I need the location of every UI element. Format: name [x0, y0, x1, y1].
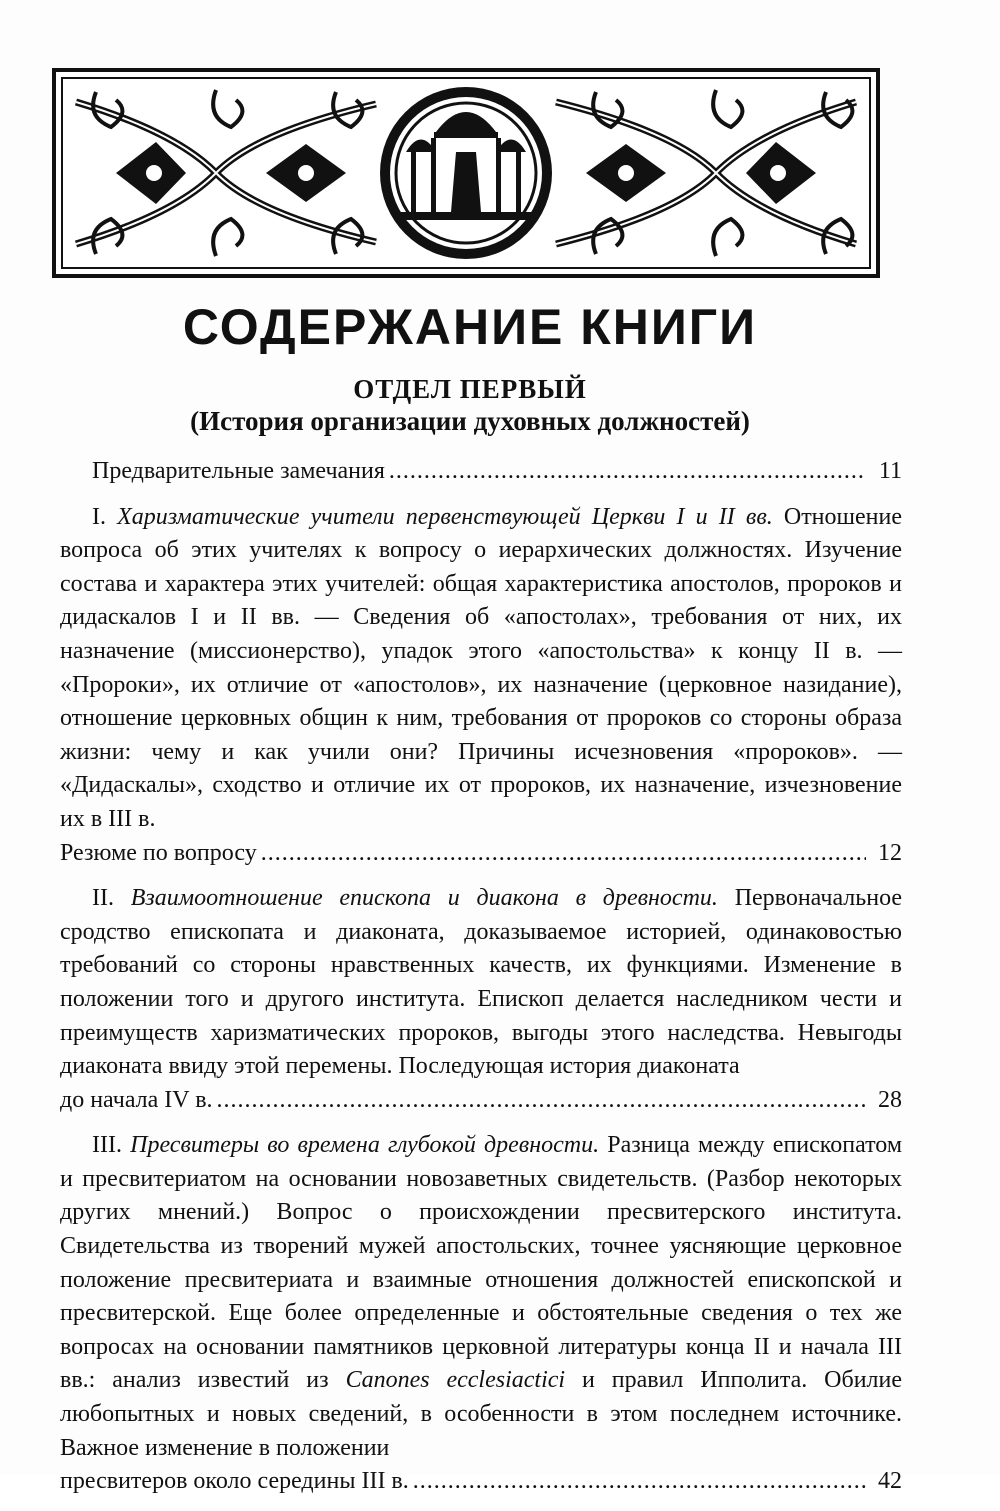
toc-page-number: 12: [878, 839, 902, 866]
leader-dots: [261, 837, 866, 871]
leader-dots: [413, 1465, 866, 1499]
toc-entry-title: Взаимоотношение епископа и диакона в древности.: [130, 885, 718, 912]
leader-dots: [217, 1084, 866, 1118]
toc-entry-body-cont: и правил Ипполита. Обилие любопытных и новых сведений, в особенности в этом последнем источнике. Важное изменение в положении: [60, 1367, 903, 1461]
toc-entry-tail: Резюме по вопросу: [60, 839, 257, 866]
toc-entry-1[interactable]: [60, 501, 902, 871]
toc-entry-prelim[interactable]: [60, 455, 902, 489]
toc-entry-tail: до начала IV в.: [60, 1086, 213, 1113]
section-subheading: (История организации духовных должностей): [190, 406, 750, 436]
toc-entry-latin: Canones ecclesiactici: [345, 1367, 566, 1394]
toc-entry-body: Первоначальное сродство епископата и диаконата, доказываемое историей, одинаковостью требований со стороны нравственных качеств, их функциями. Изменение в положении того и другого института. Епископ делается наследником чести и преимуществ харизматических пророков, выгоды этого наследства. Невыгоды диаконата ввиду этой перемены. Последующая история диаконата: [60, 885, 903, 1080]
toc-entry-number: I.: [92, 503, 106, 530]
ornament-icon: [56, 72, 876, 274]
section-heading: ОТДЕЛ ПЕРВЫЙ: [353, 374, 587, 404]
toc-entry-body: Отношение вопроса об этих учителях к вопросу о иерархических должностях. Изучение состава и характера этих учителей: общая характеристика апостолов, пророков и дидаскалов I и II вв. — Сведения об «апостолах», требования от них, их назначение (миссионерство), упадок этого «апостольства» к концу II в. — «Пророки», их отличие от «апостолов», их назначение (церковное назидание), отношение церковных общин к ним, требования от пророков со стороны образа жизни: чему и как учили они? Причины исчезновения «пророков». — «Дидаскалы», сходство и отличие их от пророков, их назначение, изчезновение их в III в.: [60, 503, 902, 832]
toc-page-number: 28: [878, 1086, 902, 1113]
toc-entry-2[interactable]: [60, 882, 902, 1117]
toc-entry-number: III.: [92, 1132, 122, 1159]
toc-entry-number: II.: [92, 885, 114, 912]
page-title: СОДЕРЖАНИЕ КНИГИ: [182, 299, 758, 355]
toc-entry-body: Разница между епископатом и пресвитериатом на основании новозаветных свидетельств. (Разбор некоторых других мнений.) Вопрос о происхождении пресвитерского института. Свидетельства из творений мужей апостольских, точнее уясняющие церковное положение пресвитериата и взаимные отношения должностей епископской и пресвитерской. Еще более определенные и обстоятельные сведения о тех же вопросах на основании памятников церковной литературы конца II и начала III вв.: анализ известий из: [60, 1132, 903, 1394]
toc-page-number: 11: [878, 458, 902, 484]
toc-entry-text: [60, 501, 902, 837]
toc-page-number: 42: [878, 1468, 902, 1495]
toc-entry-title: Пресвитеры во времена глубокой древности.: [130, 1132, 600, 1159]
toc-entry-3[interactable]: [60, 1129, 902, 1499]
toc-entry-text: [60, 882, 902, 1084]
toc-entry-label: Предварительные замечания: [92, 458, 385, 484]
toc-entry-title: Харизматические учители первенствующей Церкви I и II вв.: [117, 503, 773, 530]
toc-entry-text: [60, 1129, 902, 1465]
leader-dots: [389, 455, 866, 489]
ornamental-headpiece: [52, 68, 880, 278]
table-of-contents: [60, 455, 902, 1511]
toc-entry-tail: пресвитеров около середины III в.: [60, 1468, 409, 1495]
